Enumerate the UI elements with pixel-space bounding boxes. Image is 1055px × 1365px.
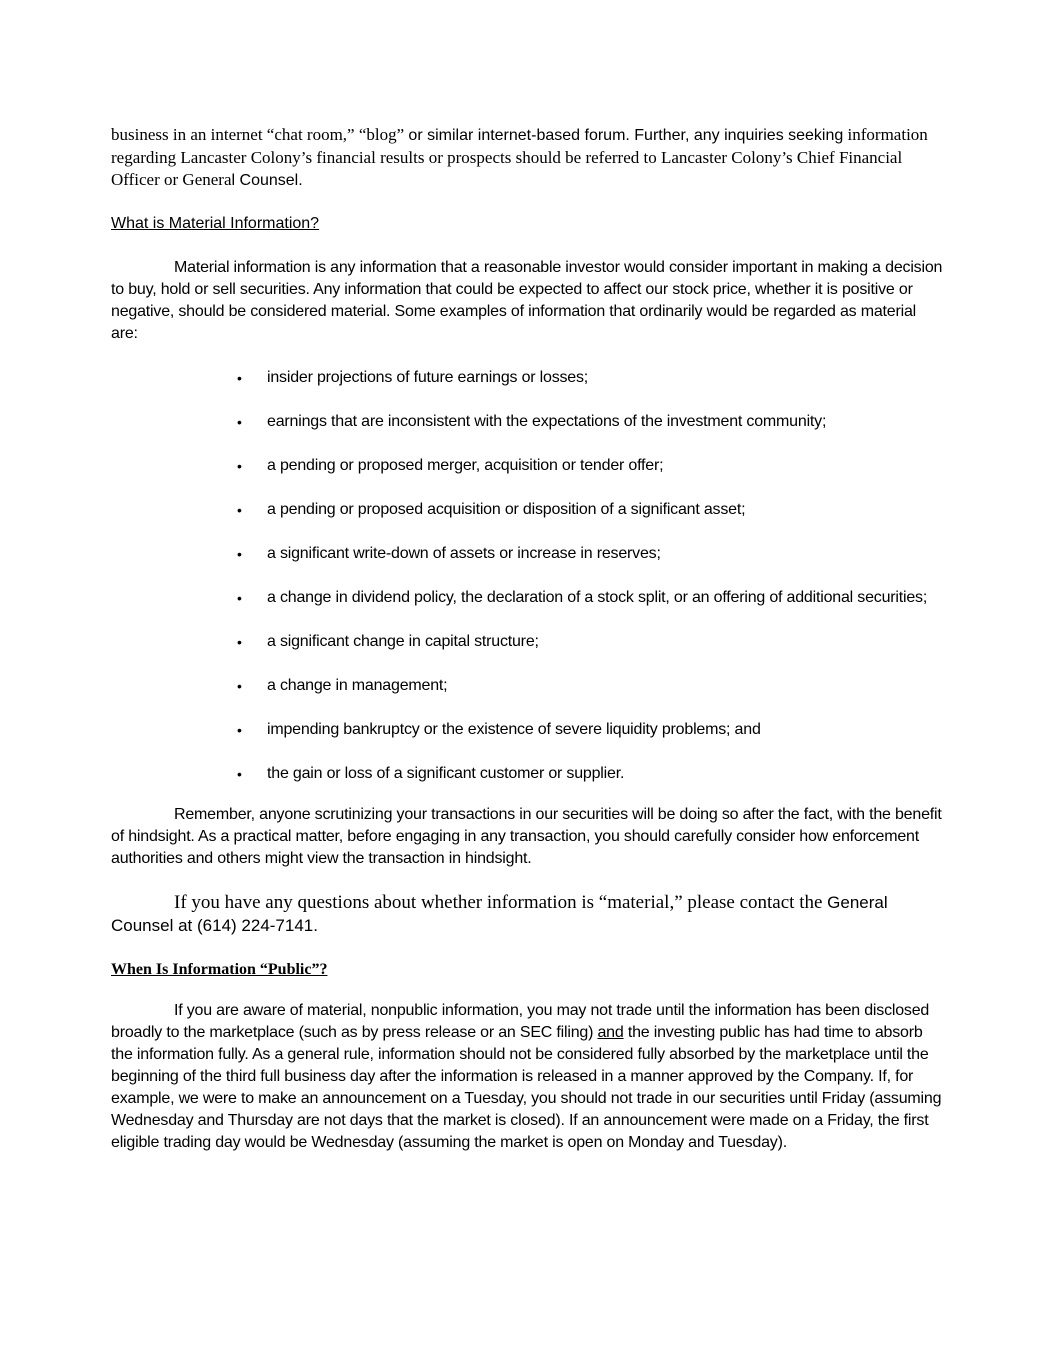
list-item-text: a change in management; <box>267 677 448 694</box>
public-heading: When Is Information “Public”? <box>111 961 328 978</box>
intro-text-3: information regarding Lancaster Colony’s financial results or prospects should be referred to Lancaster Colony’s Chief Financial Officer or Genera <box>111 125 928 189</box>
intro-text-2: or similar internet-based forum. Further, any inquiries seeking <box>408 127 844 144</box>
bullet-icon: • <box>237 370 242 386</box>
questions-paragraph <box>111 891 946 937</box>
list-item <box>111 543 946 565</box>
bullet-icon: • <box>237 546 242 562</box>
public-text-emphasis: and <box>597 1024 624 1041</box>
intro-text-4: l Counsel. <box>231 172 303 189</box>
material-paragraph: Material information is any information that a reasonable investor would consider important in making a decision to buy, hold or sell securities. Any information that could be expected to affect our stock price, whether it is positive or negative, should be considered material. Some examples of information that ordinarily would be regarded as material are: <box>111 259 943 342</box>
list-item <box>111 367 946 389</box>
questions-text: If you have any questions about whether information is “material,” please contact the <box>174 892 823 913</box>
list-item-text: a change in dividend policy, the declaration of a stock split, or an offering of additional securities; <box>267 589 928 606</box>
bullet-icon: • <box>237 678 242 694</box>
list-item-text: a pending or proposed merger, acquisition or tender offer; <box>267 457 664 474</box>
list-item <box>111 455 946 477</box>
bullet-icon: • <box>237 722 242 738</box>
bullet-icon: • <box>237 590 242 606</box>
list-item <box>111 499 946 521</box>
intro-text-1: business in an internet “chat room,” “blog” <box>111 125 409 144</box>
public-text-1: If you are aware of material, nonpublic information, you may not trade until the information has been disclosed broadly to the marketplace (such as by press release or an SEC filing) <box>111 1002 930 1041</box>
bullet-icon: • <box>237 634 242 650</box>
list-item <box>111 411 946 433</box>
bullet-icon: • <box>237 414 242 430</box>
list-item <box>111 719 946 741</box>
list-item-text: a significant change in capital structure; <box>267 633 539 650</box>
material-examples-list <box>111 367 946 785</box>
bullet-icon: • <box>237 502 242 518</box>
list-item-text: the gain or loss of a significant customer or supplier. <box>267 765 625 782</box>
document-body <box>111 124 946 1154</box>
public-paragraph <box>111 1000 946 1154</box>
list-item-text: insider projections of future earnings or losses; <box>267 369 589 386</box>
list-item-text: impending bankruptcy or the existence of severe liquidity problems; and <box>267 721 761 738</box>
intro-paragraph <box>111 124 946 192</box>
list-item <box>111 675 946 697</box>
list-item-text: a significant write-down of assets or increase in reserves; <box>267 545 661 562</box>
list-item-text: a pending or proposed acquisition or disposition of a significant asset; <box>267 501 746 518</box>
list-item <box>111 587 946 609</box>
general-counsel-contact: General Counsel at (614) 224-7141. <box>111 893 888 935</box>
bullet-icon: • <box>237 766 242 782</box>
list-item <box>111 763 946 785</box>
material-heading: What is Material Information? <box>111 215 320 232</box>
public-text-2: the investing public has had time to absorb the information fully. As a general rule, information should not be considered fully absorbed by the marketplace until the beginning of the third full business day after the information is released in a manner approved by the Company. If, for example, we were to make an announcement on a Tuesday, you should not trade in our securities until Friday (assuming Wednesday and Thursday are not days that the market is closed). If an announcement were made on a Friday, the first eligible trading day would be Wednesday (assuming the market is open on Monday and Tuesday). <box>111 1024 942 1151</box>
list-item-text: earnings that are inconsistent with the expectations of the investment community; <box>267 413 827 430</box>
list-item <box>111 631 946 653</box>
bullet-icon: • <box>237 458 242 474</box>
remember-paragraph: Remember, anyone scrutinizing your transactions in our securities will be doing so after the fact, with the benefit of hindsight. As a practical matter, before engaging in any transaction, you should carefully consider how enforcement authorities and others might view the transaction in hindsight. <box>111 806 942 867</box>
